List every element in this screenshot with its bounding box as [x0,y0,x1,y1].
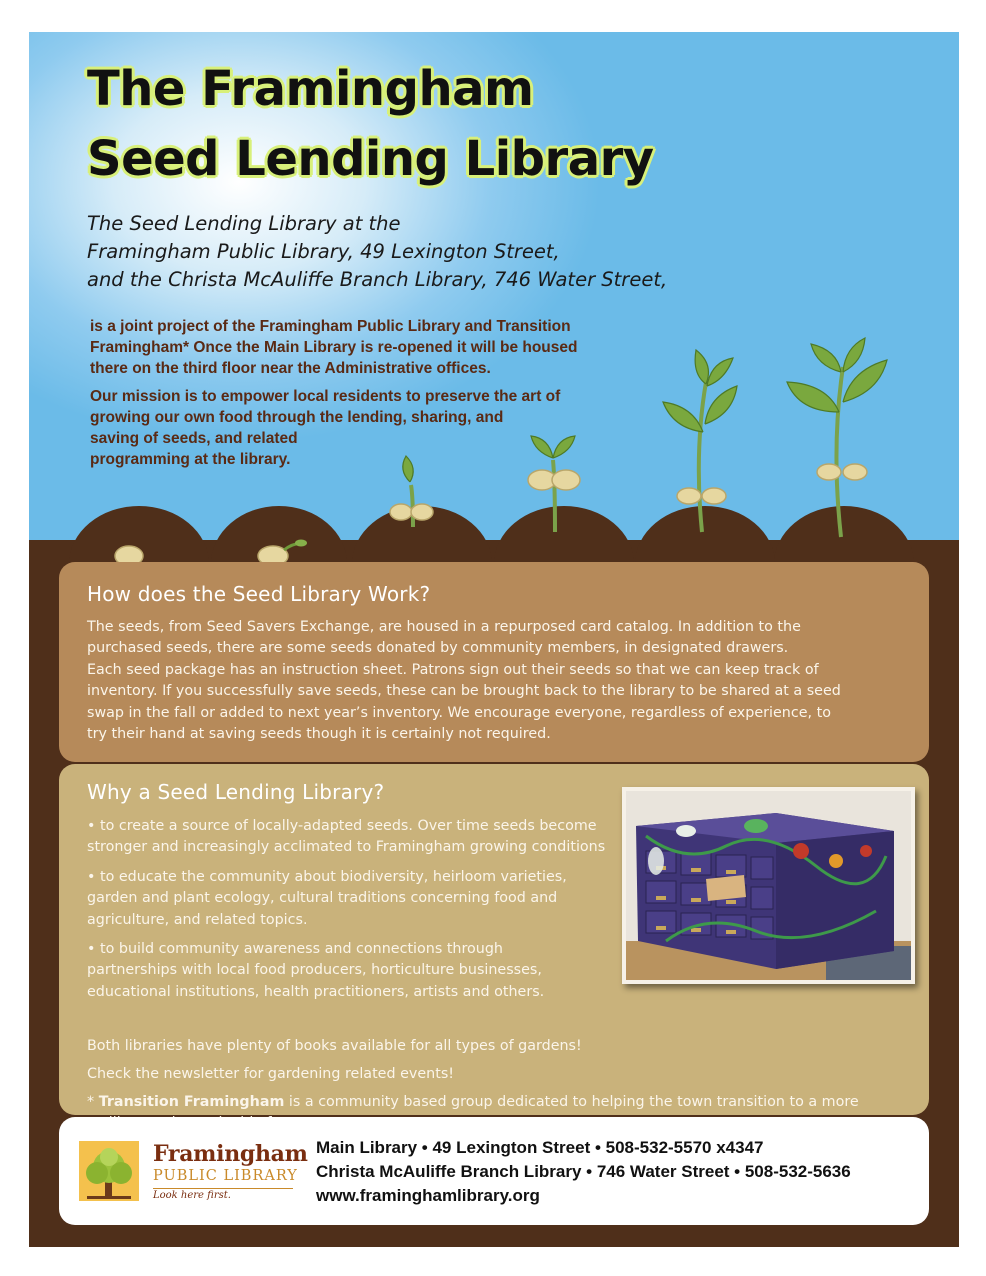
bullet-item [87,816,607,859]
subtitle-line-2: Framingham Public Library, 49 Lexington Street, [87,240,560,263]
how-line: The seeds, from Seed Savers Exchange, are housed in a repurposed card catalog. In addition to the [87,619,801,635]
bullet-item [87,867,607,931]
bullet-line: educational institutions, health practitioners, artists and others. [87,983,545,1000]
how-heading: How does the Seed Library Work? [87,582,431,606]
title-line-2: Seed Lending Library [87,131,654,187]
mission-line: saving of seeds, and related [90,430,298,447]
logo-name: Framingham [153,1141,308,1167]
intro-line: is a joint project of the Framingham Public Library and Transition [90,318,571,335]
intro-line: Framingham* Once the Main Library is re-opened it will be housed [90,339,578,356]
bullet-line: stronger and increasingly acclimated to Framingham growing conditions [87,839,606,856]
footnote-org-name: Transition Framingham [98,1094,285,1110]
books-note: Both libraries have plenty of books available for all types of gardens! [87,1038,582,1054]
library-logo [79,1141,308,1205]
mission-line: growing our own food through the lending, sharing, and [90,409,504,426]
how-line: purchased seeds, there are some seeds donated by community members, in designated drawers. [87,640,789,657]
main-library-contact: Main Library • 49 Lexington Street • 508-532-5570 x4347 [316,1138,764,1157]
logo-subtitle: PUBLIC LIBRARY [153,1168,298,1184]
tree-icon [79,1141,139,1201]
why-panel [59,764,929,1115]
branch-library-contact: Christa McAuliffe Branch Library • 746 Water Street • 508-532-5636 [316,1162,851,1181]
logo-tagline: Look here first. [153,1190,231,1201]
mission-line: programming at the library. [90,451,291,468]
bullet-line: • to educate the community about biodiversity, heirloom varieties, [87,868,567,885]
bullet-line: • to create a source of locally-adapted seeds. Over time seeds become [87,818,597,834]
mission-line: Our mission is to empower local residents to preserve the art of [90,388,561,405]
card-catalog-photo [622,787,915,984]
footnote-line-1 [87,1092,859,1113]
page-title [87,54,654,194]
mission-paragraph [90,386,560,470]
subtitle-line-1: The Seed Lending Library at the [87,212,401,235]
subtitle-line-3: and the Christa McAuliffe Branch Library, 746 Water Street, [87,268,668,291]
footnote-text: is a community based group dedicated to helping the town transition to a more [284,1094,859,1110]
intro-line: there on the third floor near the Administrative offices. [90,360,491,377]
bullet-item [87,939,607,1003]
how-line: swap in the fall or added to next year’s inventory. We encourage everyone, regardless of experience, to [87,704,831,721]
website-link[interactable]: www.framinghamlibrary.org [316,1186,540,1205]
intro-paragraph [90,316,577,379]
why-bullet-list [87,816,607,1011]
footnote-star: * [87,1094,99,1110]
logo-divider [153,1188,293,1189]
newsletter-note: Check the newsletter for gardening related events! [87,1066,454,1082]
bullet-line: garden and plant ecology, cultural traditions concerning food and [87,890,558,907]
contact-footer [59,1117,929,1225]
how-it-works-panel [59,562,929,762]
bullet-line: partnerships with local food producers, horticulture businesses, [87,962,542,979]
title-line-1: The Framingham [87,61,534,117]
flyer [29,32,959,1247]
contact-info [316,1136,851,1208]
how-line: inventory. If you successfully save seeds, these can be brought back to the library to be shared at a seed [87,683,841,700]
how-body [87,617,907,745]
why-heading: Why a Seed Lending Library? [87,780,385,804]
how-line: try their hand at saving seeds though it is certainly not required. [87,726,551,743]
bullet-line: agriculture, and related topics. [87,911,308,928]
card-catalog-image [626,791,911,980]
subtitle [87,210,667,294]
bullet-line: • to build community awareness and connections through [87,941,503,958]
how-line: Each seed package has an instruction sheet. Patrons sign out their seeds so that we can keep track of [87,661,819,678]
